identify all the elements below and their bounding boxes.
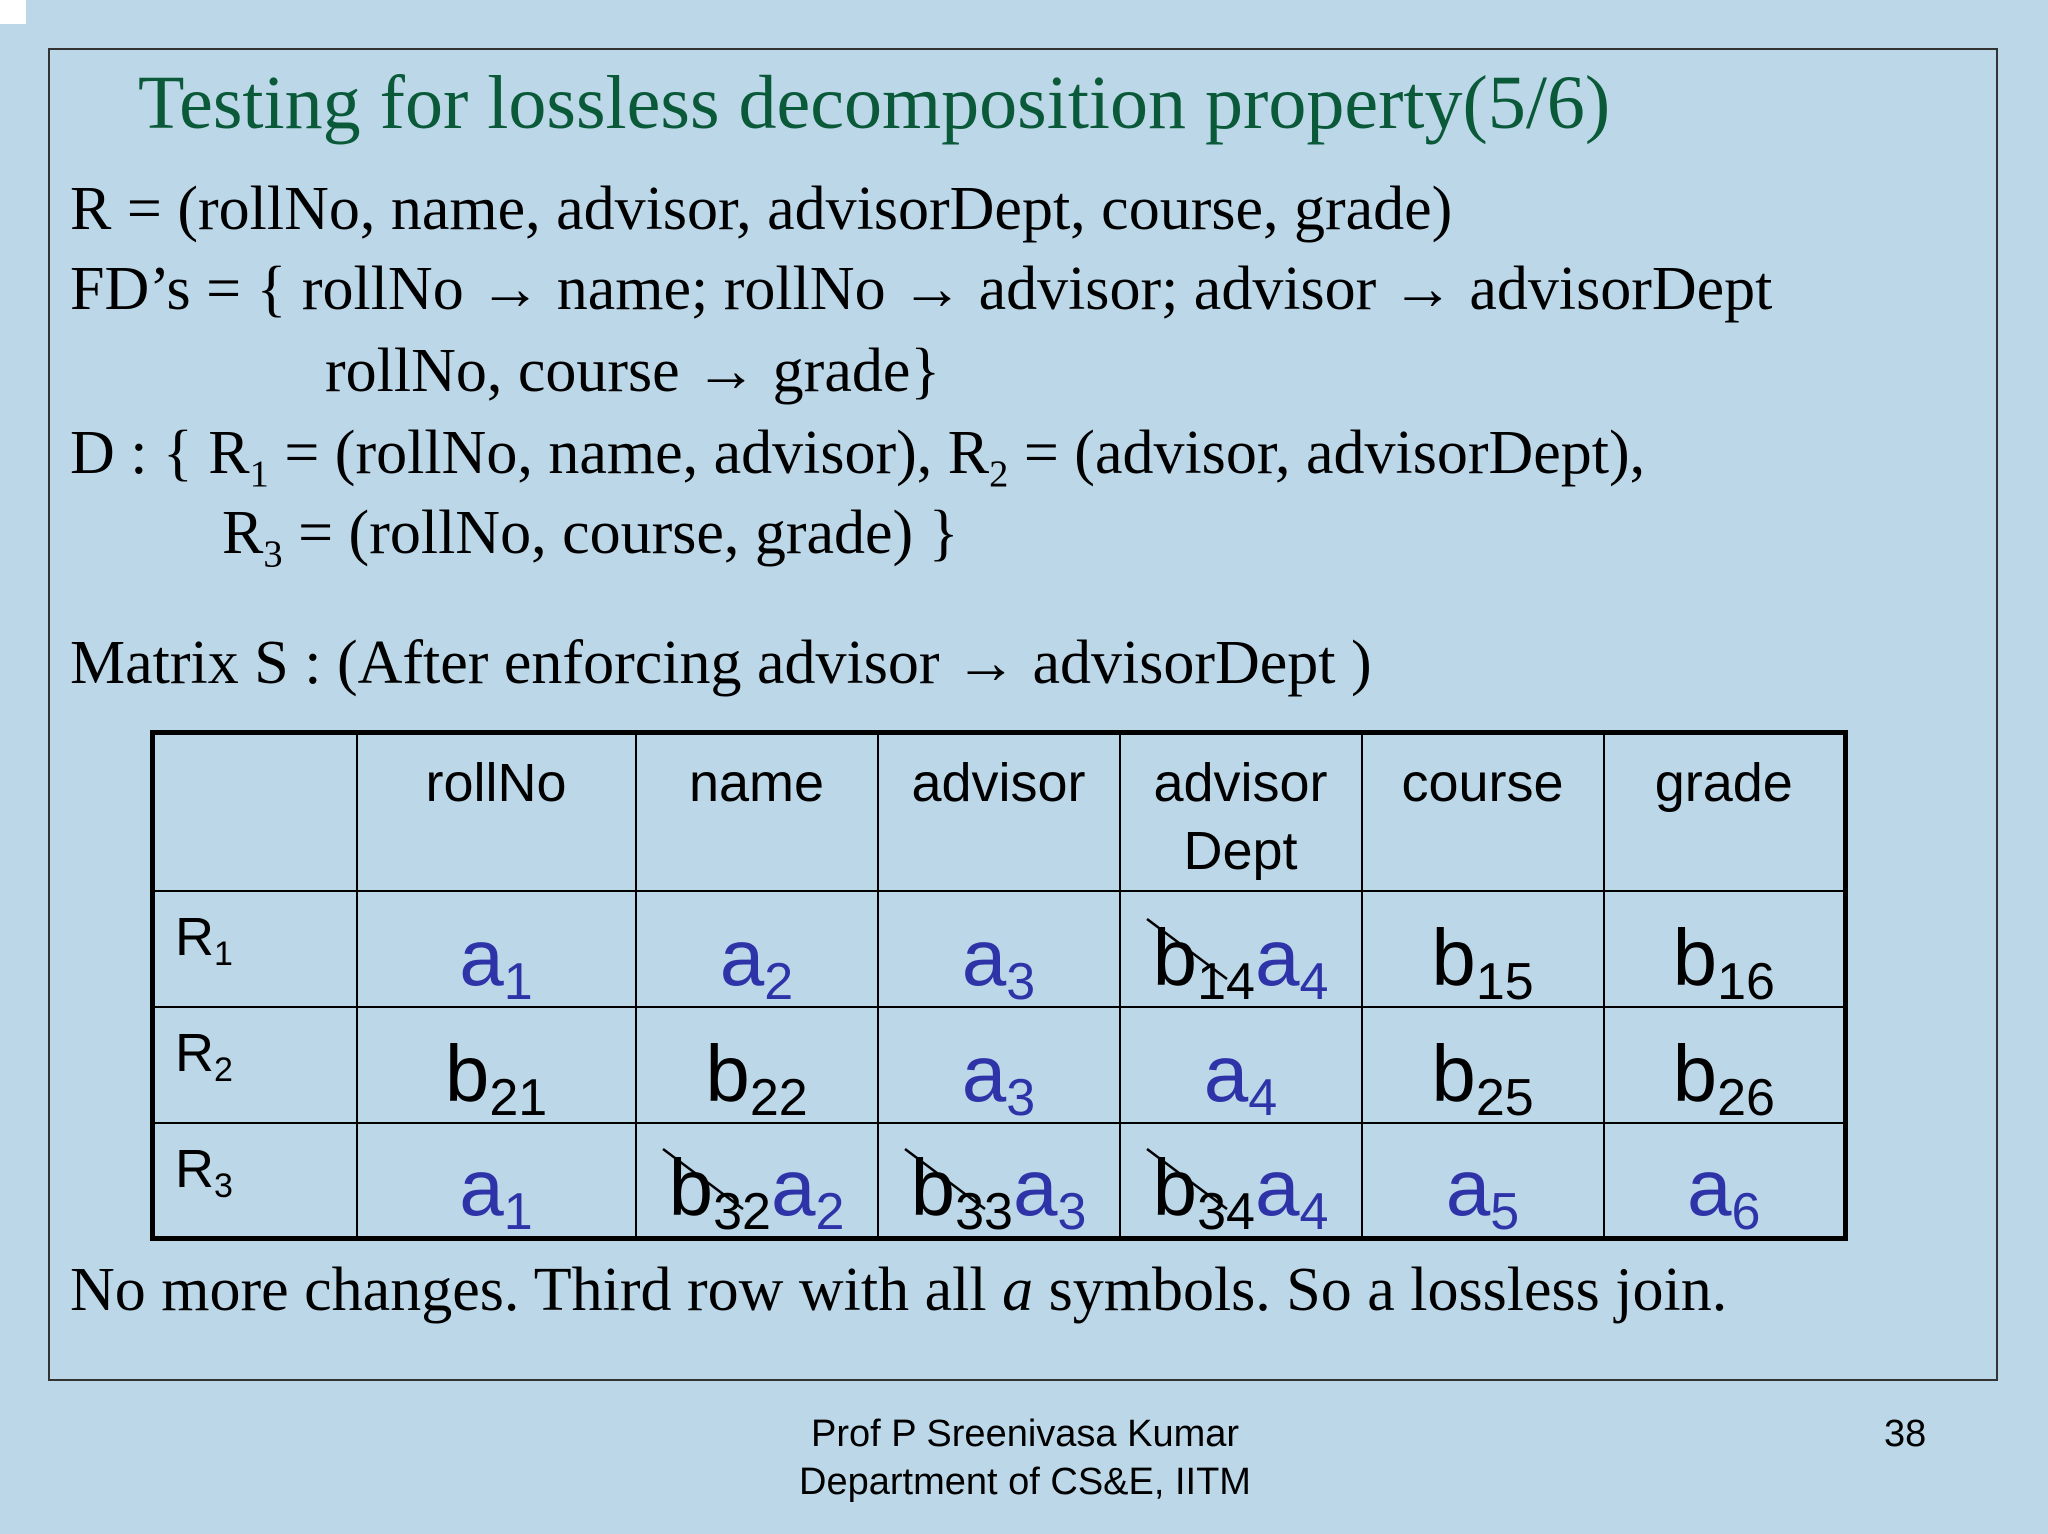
matrix-cell (357, 891, 636, 1011)
r2-definition: = (advisor, advisorDept), (1008, 419, 1646, 487)
symbol-letter: b (705, 1028, 750, 1118)
row-label-subscript: 3 (214, 1166, 233, 1205)
r3-subscript: 3 (263, 533, 283, 576)
conclusion-text (70, 1255, 1727, 1326)
r3-name: R (222, 499, 264, 567)
symbol-letter: b (1431, 912, 1476, 1002)
matrix-cell (636, 1123, 878, 1239)
symbol-subscript: 2 (764, 952, 794, 1011)
footer-author: Prof P Sreenivasa Kumar (810, 1413, 1240, 1455)
symbol-subscript: 16 (1717, 952, 1775, 1011)
replaced-symbol-subscript: 32 (713, 1183, 771, 1241)
row-label-subscript: 1 (214, 934, 233, 973)
conclusion-emphasis: a (1002, 1256, 1034, 1324)
matrix-cell (1120, 1007, 1362, 1127)
strike-through-mark (663, 1149, 745, 1211)
symbol-letter: a (1254, 1143, 1300, 1232)
slide-title: Testing for lossless decomposition property(5/6) (138, 61, 1611, 145)
symbol-letter: a (719, 912, 765, 1002)
replaced-symbol (668, 1143, 771, 1241)
column-header: advisor (878, 733, 1120, 891)
corner-mark (0, 0, 26, 24)
matrix-cell (878, 1007, 1120, 1127)
fd-line-1: FD’s = { rollNo → name; rollNo → advisor; advisor → advisorDept (70, 255, 1773, 323)
matrix-cell (878, 891, 1120, 1011)
b-symbol (1672, 912, 1775, 1011)
replaced-symbol-letter: b (1152, 1143, 1198, 1232)
replaced-symbol (910, 1143, 1013, 1241)
row-label-name: R (175, 1022, 214, 1083)
column-header: course (1362, 733, 1604, 891)
symbol-subscript: 26 (1717, 1068, 1775, 1127)
a-symbol (1254, 912, 1329, 1011)
b-symbol (705, 1028, 808, 1127)
symbol-letter: a (961, 1028, 1007, 1118)
symbol-subscript: 5 (1490, 1183, 1520, 1241)
symbol-letter: b (1672, 912, 1718, 1002)
a-symbol (459, 1143, 533, 1241)
replaced-symbol-letter: b (668, 1143, 714, 1232)
symbol-subscript: 21 (489, 1068, 548, 1127)
matrix-cell (1120, 1123, 1362, 1239)
a-symbol (1254, 1143, 1329, 1241)
decomposition-line-1 (70, 419, 1646, 496)
row-label (153, 1123, 357, 1239)
column-header: name (636, 733, 878, 891)
column-header-line: advisor (1153, 753, 1328, 813)
a-symbol (961, 912, 1036, 1011)
symbol-letter: a (770, 1143, 816, 1232)
matrix-cell (636, 891, 878, 1011)
strike-through-mark (1147, 919, 1229, 981)
footer-department: Department of CS&E, IITM (799, 1461, 1251, 1503)
row-label (153, 1007, 357, 1123)
strike-through-mark (1147, 1149, 1229, 1211)
symbol-letter: a (961, 912, 1007, 1002)
symbol-letter: a (459, 1143, 504, 1232)
matrix-cell (357, 1007, 636, 1127)
matrix-cell (1362, 1123, 1604, 1239)
column-header (1120, 733, 1362, 891)
symbol-subscript: 3 (1006, 952, 1036, 1011)
matrix-cell (357, 1123, 636, 1239)
symbol-subscript: 4 (1299, 1183, 1329, 1241)
r2-subscript: 2 (989, 453, 1009, 496)
row-label-name: R (175, 906, 214, 967)
replaced-symbol-subscript: 14 (1197, 952, 1255, 1011)
a-symbol (1203, 1028, 1278, 1127)
matrix-s (150, 730, 1848, 1241)
strike-through-mark (905, 1149, 987, 1211)
b-symbol (1431, 912, 1534, 1011)
a-symbol (459, 912, 533, 1011)
r1-subscript: 1 (249, 453, 269, 496)
footer-credit (720, 1410, 1330, 1506)
column-header-line: Dept (1183, 821, 1298, 881)
decomp-prefix: D : { R (70, 419, 250, 487)
b-symbol (444, 1028, 548, 1127)
symbol-subscript: 3 (1057, 1183, 1087, 1241)
matrix-row (153, 1123, 1846, 1239)
symbol-letter: b (1431, 1028, 1476, 1118)
matrix-header-row (153, 733, 1846, 891)
matrix-row (153, 891, 1846, 1007)
b-symbol (1431, 1028, 1534, 1127)
replaced-symbol (1152, 1143, 1255, 1241)
symbol-subscript: 1 (503, 952, 533, 1011)
symbol-letter: a (1012, 1143, 1058, 1232)
conclusion-before: No more changes. Third row with all (70, 1256, 1003, 1324)
replaced-symbol-letter: b (910, 1143, 956, 1232)
symbol-subscript: 25 (1475, 1068, 1534, 1127)
relation-schema: R = (rollNo, name, advisor, advisorDept, course, grade) (70, 175, 1453, 243)
a-symbol (719, 912, 794, 1011)
decomposition-line-2 (222, 499, 959, 576)
matrix-row (153, 1007, 1846, 1123)
r3-definition: = (rollNo, course, grade) } (282, 499, 959, 567)
row-label (153, 891, 357, 1007)
symbol-letter: a (459, 912, 504, 1002)
matrix-cell (1604, 1007, 1846, 1127)
symbol-letter: a (1445, 1143, 1491, 1232)
b-symbol (1672, 1028, 1775, 1127)
symbol-subscript: 3 (1006, 1068, 1036, 1127)
matrix-corner-cell (153, 733, 357, 891)
symbol-subscript: 4 (1299, 952, 1329, 1011)
column-header: rollNo (357, 733, 636, 891)
symbol-letter: a (1203, 1028, 1249, 1118)
a-symbol (1445, 1143, 1520, 1241)
replaced-symbol-letter: b (1152, 912, 1198, 1002)
conclusion-after: symbols. So a lossless join. (1033, 1256, 1728, 1324)
symbol-subscript: 2 (815, 1183, 845, 1241)
row-label-name: R (175, 1138, 214, 1199)
column-header: grade (1604, 733, 1846, 891)
replaced-symbol-subscript: 34 (1197, 1183, 1255, 1241)
symbol-letter: b (444, 1028, 490, 1118)
symbol-subscript: 4 (1248, 1068, 1278, 1127)
r1-definition: = (rollNo, name, advisor), R (268, 419, 990, 487)
matrix-cell (636, 1007, 878, 1127)
a-symbol (961, 1028, 1036, 1127)
page-number: 38 (1884, 1413, 1927, 1455)
matrix-body (153, 891, 1846, 1239)
matrix-cell (1604, 1123, 1846, 1239)
a-symbol (770, 1143, 845, 1241)
symbol-subscript: 22 (749, 1068, 808, 1127)
matrix-cell (1362, 891, 1604, 1011)
symbol-letter: a (1687, 1143, 1732, 1232)
symbol-letter: a (1254, 912, 1300, 1002)
matrix-cell (878, 1123, 1120, 1239)
matrix-caption: Matrix S : (After enforcing advisor → advisorDept ) (70, 629, 1372, 697)
matrix-cell (1604, 891, 1846, 1011)
symbol-subscript: 1 (503, 1183, 533, 1241)
row-label-subscript: 2 (214, 1050, 233, 1089)
symbol-subscript: 6 (1731, 1183, 1761, 1241)
a-symbol (1012, 1143, 1087, 1241)
replaced-symbol (1152, 912, 1255, 1011)
symbol-subscript: 15 (1475, 952, 1534, 1011)
a-symbol (1687, 1143, 1761, 1241)
replaced-symbol-subscript: 33 (955, 1183, 1013, 1241)
matrix-cell (1120, 891, 1362, 1011)
matrix-cell (1362, 1007, 1604, 1127)
symbol-letter: b (1672, 1028, 1718, 1118)
fd-line-2: rollNo, course → grade} (325, 337, 941, 405)
